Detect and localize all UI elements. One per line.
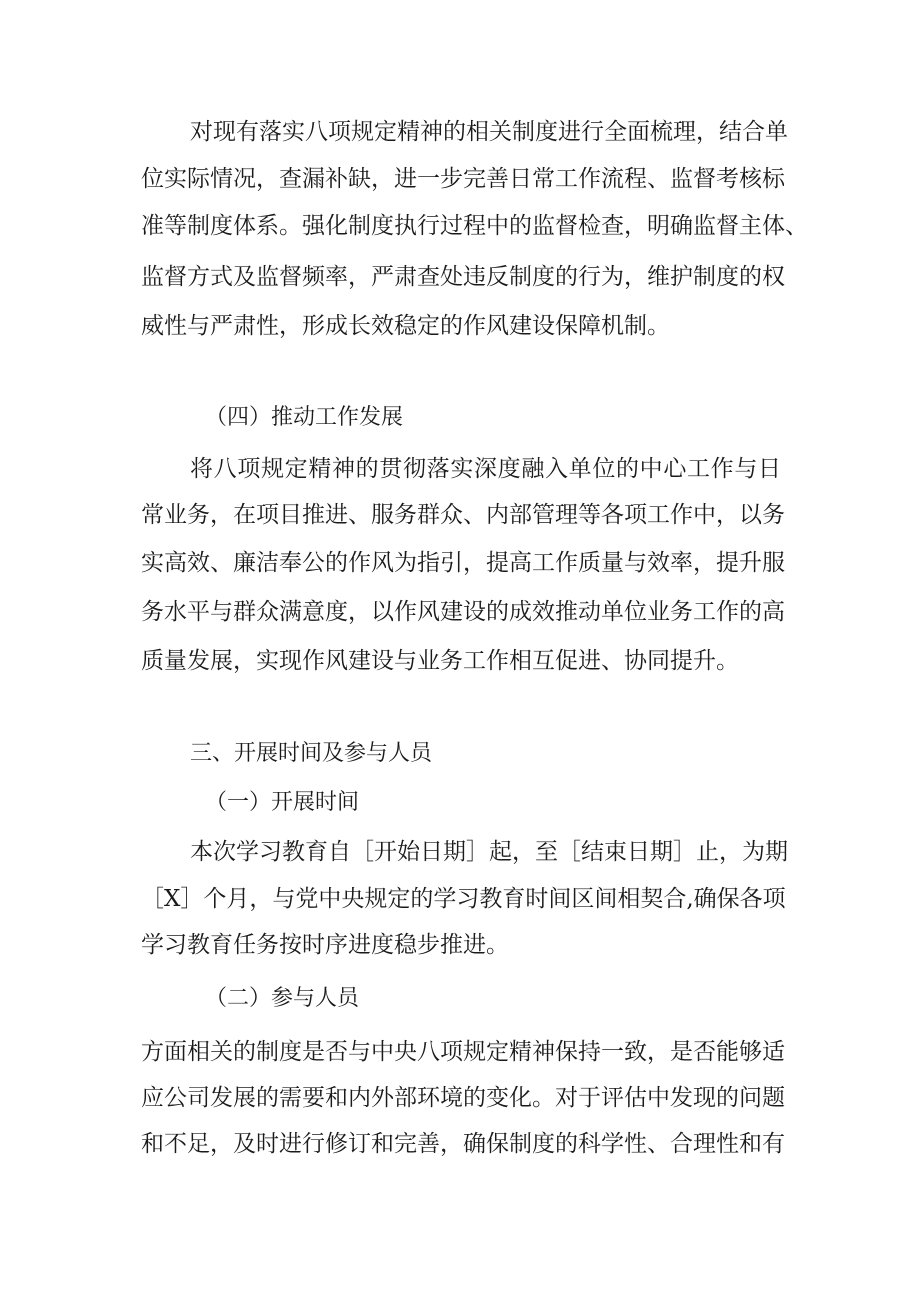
paragraph-line: 和不足，及时进行修订和完善，确保制度的科学性、合理性和有 xyxy=(141,1131,785,1157)
paragraph-line: 常业务，在项目推进、服务群众、内部管理等各项工作中，以务 xyxy=(141,502,785,528)
subsection-heading: （二）参与人员 xyxy=(205,986,360,1011)
paragraph-line: 准等制度体系。强化制度执行过程中的监督检查，明确监督主体、 xyxy=(141,213,808,239)
paragraph-line: ［X］个月，与党中央规定的学习教育时间区间相契合,确保各项 xyxy=(141,886,786,912)
paragraph-line: 应公司发展的需要和内外部环境的变化。对于评估中发现的问题 xyxy=(141,1085,785,1111)
paragraph-line: 将八项规定精神的贯彻落实深度融入单位的中心工作与日 xyxy=(190,456,781,482)
paragraph-line: 质量发展，实现作风建设与业务工作相互促进、协同提升。 xyxy=(141,648,739,674)
paragraph-line: 位实际情况，查漏补缺，进一步完善日常工作流程、监督考核标 xyxy=(141,166,785,192)
paragraph-line: 对现有落实八项规定精神的相关制度进行全面梳理，结合单 xyxy=(190,119,788,145)
paragraph-line: 实高效、廉洁奉公的作风为指引，提高工作质量与效率，提升服 xyxy=(141,550,785,576)
paragraph-line: 威性与严肃性，形成长效稳定的作风建设保障机制。 xyxy=(141,313,670,339)
part-heading: 三、开展时间及参与人员 xyxy=(190,741,433,766)
paragraph-line: 本次学习教育自［开始日期］起，至［结束日期］止，为期 xyxy=(190,839,788,865)
section-heading: （四）推动工作发展 xyxy=(205,405,404,430)
paragraph-line: 学习教育任务按时序进度稳步推进。 xyxy=(141,932,509,958)
paragraph-line: 监督方式及监督频率，严肃查处违反制度的行为，维护制度的权 xyxy=(141,264,785,290)
subsection-heading: （一）开展时间 xyxy=(205,790,360,815)
paragraph-line: 务水平与群众满意度，以作风建设的成效推动单位业务工作的高 xyxy=(141,599,785,625)
paragraph-line: 方面相关的制度是否与中央八项规定精神保持一致，是否能够适 xyxy=(141,1039,785,1065)
